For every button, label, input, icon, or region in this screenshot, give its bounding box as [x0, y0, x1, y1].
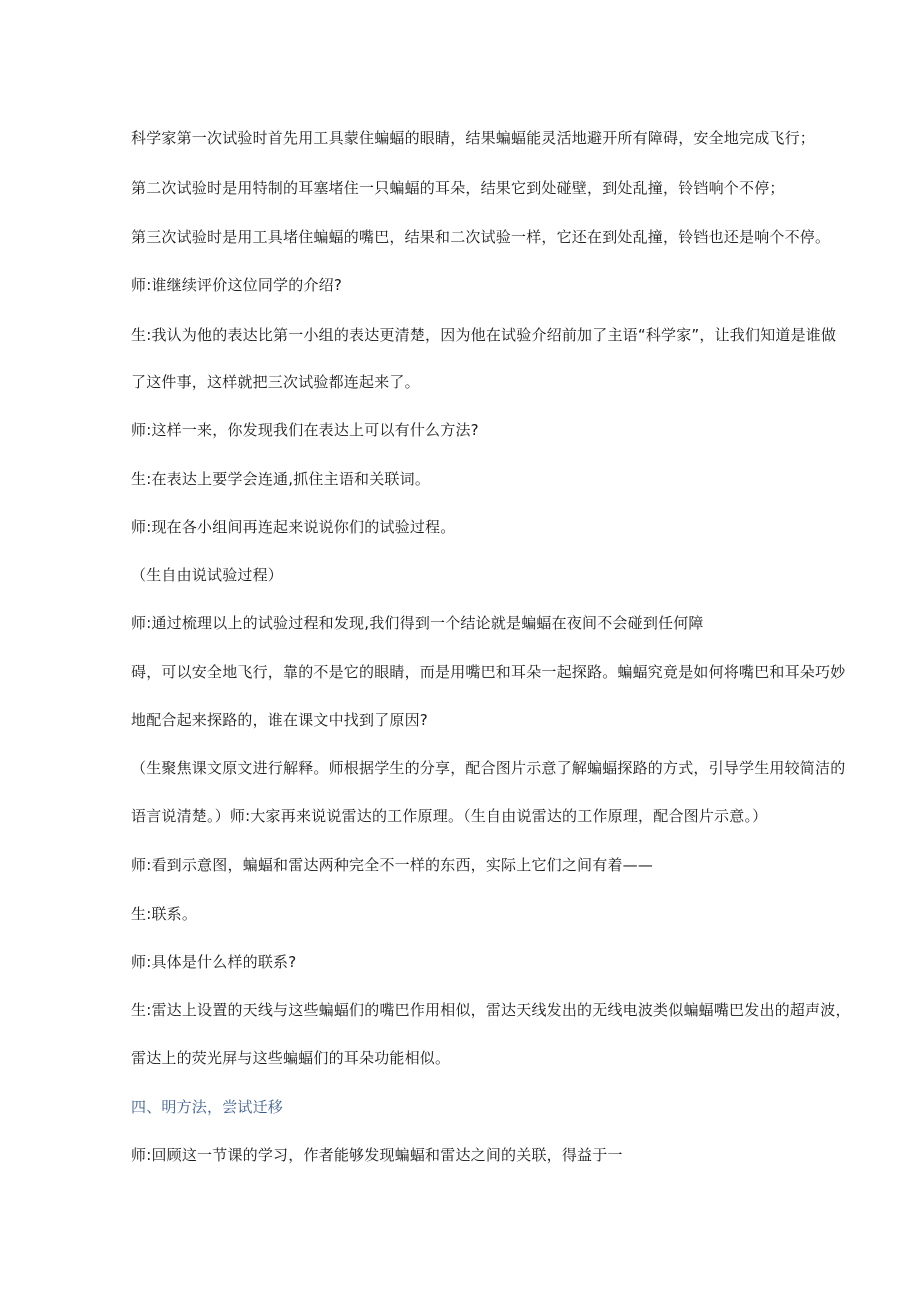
paragraph-line: 第三次试验时是用工具堵住蝙蝠的嘴巴，结果和二次试验一样，它还在到处乱撞，铃铛也还是响个不停。: [131, 228, 831, 246]
paragraph-line: 第二次试验时是用特制的耳塞堵住一只蝙蝠的耳朵，结果它到处碰壁，到处乱撞，铃铛响个不停；: [131, 179, 785, 197]
paragraph-line: 师:谁继续评价这位同学的介绍?: [131, 276, 343, 294]
paragraph-line: 师:看到示意图，蝙蝠和雷达两种完全不一样的东西，实际上它们之间有着——: [131, 856, 654, 874]
paragraph-line: 地配合起来探路的，谁在课文中找到了原因?: [131, 711, 428, 729]
paragraph-line: 师:回顾这一节课的学习，作者能够发现蝙蝠和雷达之间的关联，得益于一: [131, 1146, 623, 1164]
paragraph-line: 生:联系。: [131, 905, 198, 923]
paragraph-line: （生自由说试验过程）: [131, 566, 284, 584]
section-heading: 四、明方法，尝试迁移: [131, 1098, 284, 1116]
paragraph-line: 师:这样一来，你发现我们在表达上可以有什么方法?: [131, 421, 479, 439]
paragraph-line: 雷达上的荧光屏与这些蝙蝠们的耳朵功能相似。: [131, 1049, 451, 1067]
paragraph-line: 师:现在各小组间再连起来说说你们的试验过程。: [131, 518, 456, 536]
paragraph-line: 科学家第一次试验时首先用工具蒙住蝙蝠的眼睛，结果蝙蝠能灵活地避开所有障碍，安全地完成飞行；: [131, 129, 816, 147]
paragraph-line: 生:我认为他的表达比第一小组的表达更清楚，因为他在试验介绍前加了主语“科学家”，让我们知道是谁做: [131, 326, 837, 344]
paragraph-line: 了这件事，这样就把三次试验都连起来了。: [131, 373, 420, 391]
paragraph-line: 生:雷达上设置的天线与这些蝙蝠们的嘴巴作用相似，雷达天线发出的无线电波类似蝙蝠嘴巴发出的超声波，: [131, 1001, 851, 1019]
paragraph-line: 师:通过梳理以上的试验过程和发现,我们得到一个结论就是蝙蝠在夜间不会碰到任何障: [131, 614, 704, 632]
paragraph-line: 生:在表达上要学会连通,抓住主语和关联词。: [131, 470, 431, 488]
paragraph-line: 语言说清楚。）师:大家再来说说雷达的工作原理。（生自由说雷达的工作原理，配合图片示意。）: [131, 807, 768, 825]
paragraph-line: 碍，可以安全地飞行，靠的不是它的眼睛，而是用嘴巴和耳朵一起探路。蝙蝠究竟是如何将嘴巴和耳朵巧妙: [131, 663, 846, 681]
paragraph-line: （生聚焦课文原文进行解释。师根据学生的分享，配合图片示意了解蝙蝠探路的方式，引导学生用较简洁的: [131, 759, 846, 777]
paragraph-line: 师:具体是什么样的联系?: [131, 953, 297, 971]
